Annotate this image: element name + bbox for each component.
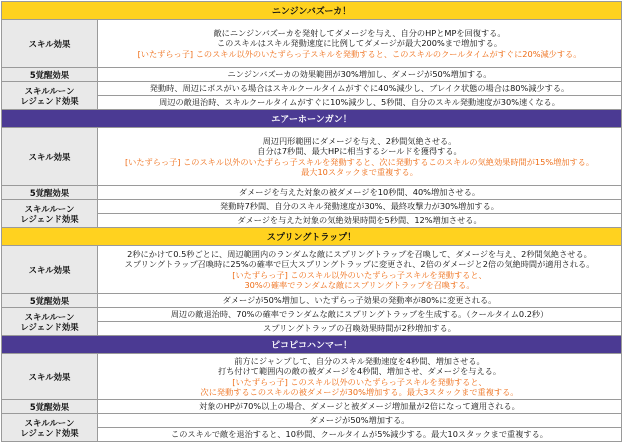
mischief-effect-line: 次に発動するこのスキルの被ダメージが30%増加する。最大3スタックまで重複する。	[200, 386, 519, 397]
skill-table	[1, 1, 622, 442]
skill-effect-line: 敵にニンジンバズーカを発射してダメージを与え、自分のHPとMPを回復する。	[213, 28, 506, 39]
section-title: ピコピコハンマー！	[2, 336, 622, 354]
skill-effect-label: スキル効果	[2, 128, 98, 186]
rune-effect-label	[2, 308, 98, 336]
awaken-effect-label: 5覚醒効果	[2, 400, 98, 414]
rune-effect-label	[2, 82, 98, 110]
skill-effect-line: 周辺円形範囲にダメージを与え、2秒間気絶させる。	[262, 135, 457, 146]
awaken-effect-row	[2, 68, 622, 82]
rune-effect-text: スプリングトラップの召喚効果時間が2秒増加する。	[98, 322, 622, 336]
mischief-effect-line: 30%の確率でランダムな敵にスプリングトラップを召喚する。	[244, 279, 475, 290]
skill-effect-label: スキル効果	[2, 20, 98, 68]
awaken-effect-text: ダメージが50%増加し、いたずらっ子効果の発動率が80%に変更される。	[98, 294, 622, 308]
rune-label-line: スキルルーン	[24, 417, 75, 428]
rune-effect-text: ダメージが50%増加する。	[98, 414, 622, 428]
skill-effect-text	[98, 128, 622, 186]
rune-effect-label	[2, 200, 98, 228]
legend-label-line: レジェンド効果	[20, 213, 79, 224]
awaken-effect-row	[2, 294, 622, 308]
rune-effect-label	[2, 414, 98, 442]
section-header-row	[2, 228, 622, 246]
awaken-effect-text: 対象のHPが70%以上の場合、ダメージと被ダメージ増加量が2倍になって適用される。	[98, 400, 622, 414]
section-title: スプリングトラップ！	[2, 228, 622, 246]
mischief-effect-line: [いたずらっ子] このスキル以外のいたずらっ子スキルを発動すると、このスキルのクールタイムがすぐに20%減少する。	[137, 48, 582, 59]
rune-effect-row	[2, 308, 622, 322]
awaken-effect-text: ダメージを与えた対象の被ダメージを10秒間、40%増加させる。	[98, 186, 622, 200]
legend-label-line: レジェンド効果	[20, 427, 79, 438]
skill-effect-line: スプリングトラップ召喚時に25%の確率で巨大スプリングトラップに変更され、2倍のダメージと2倍の気絶時間が適用される。	[124, 259, 595, 270]
rune-label-line: スキルルーン	[24, 311, 75, 322]
awaken-effect-label: 5覚醒効果	[2, 68, 98, 82]
skill-effect-text	[98, 246, 622, 294]
skill-effect-line: 自分は7秒間、最大HPに相当するシールドを獲得する。	[257, 146, 462, 157]
skill-effect-line: 打ち付けて範囲内の敵の被ダメージを4秒間、増加させ、ダメージを与える。	[218, 366, 502, 377]
awaken-effect-text: ニンジンバズーカの効果範囲が30%増加し、ダメージが50%増加する。	[98, 68, 622, 82]
rune-effect-text: 発動時7秒間、自分のスキル発動速度が30%、最終攻撃力が30%増加する。	[98, 200, 622, 214]
skill-effect-text	[98, 20, 622, 68]
rune-effect-text: 発動時、周辺にボスがいる場合はスキルクールタイムがすぐに40%減少し、ブレイク状態の場合は80%減少する。	[98, 82, 622, 96]
skill-table-container	[1, 1, 621, 442]
mischief-effect-line: [いたずらっ子] このスキル以外のいたずらっ子スキルを発動すると、次に発動するこのスキルの気絶効果時間が15%増加する。	[124, 156, 595, 167]
skill-effect-row	[2, 128, 622, 186]
mischief-effect-line: 最大10スタックまで重複する。	[301, 166, 418, 177]
section-header-row	[2, 110, 622, 128]
mischief-effect-line: [いたずらっ子] このスキル以外のいたずらっ子スキルを発動すると、	[232, 376, 487, 387]
rune-label-line: スキルルーン	[24, 85, 75, 96]
section-title: ニンジンバズーカ！	[2, 2, 622, 20]
skill-effect-line: 前方にジャンプして、自分のスキル発動速度を4秒間、増加させる。	[234, 355, 485, 366]
section-header-row	[2, 336, 622, 354]
skill-effect-label: スキル効果	[2, 246, 98, 294]
skill-effect-row	[2, 354, 622, 400]
legend-label-line: レジェンド効果	[20, 321, 79, 332]
awaken-effect-row	[2, 186, 622, 200]
section-title: エアーホーンガン！	[2, 110, 622, 128]
skill-effect-label: スキル効果	[2, 354, 98, 400]
awaken-effect-label: 5覚醒効果	[2, 186, 98, 200]
rune-effect-text: ダメージを与えた対象の気絶効果時間を5秒間、12%増加させる。	[98, 214, 622, 228]
skill-effect-line: このスキルはスキル発動速度に比例してダメージが最大200%まで増加する。	[216, 38, 503, 49]
skill-effect-line: 2秒にかけて0.5秒ごとに、周辺範囲内のランダムな敵にスプリングトラップを召喚して、ダメージを与え、2秒間気絶させる。	[127, 248, 592, 259]
awaken-effect-row	[2, 400, 622, 414]
rune-effect-row	[2, 200, 622, 214]
skill-effect-row	[2, 20, 622, 68]
skill-effect-row	[2, 246, 622, 294]
legend-label-line: レジェンド効果	[20, 95, 79, 106]
mischief-effect-line: [いたずらっ子] このスキル以外のいたずらっ子スキルを発動すると、	[232, 269, 487, 280]
rune-effect-text: 周辺の敵退治時、スキルクールタイムがすぐに10%減少し、5秒間、自分のスキル発動速度が30%速くなる。	[98, 96, 622, 110]
section-header-row	[2, 2, 622, 20]
rune-effect-text: このスキルで敵を退治すると、10秒間、クールタイムが5%減少する。最大10スタックまで重複する。	[98, 428, 622, 442]
rune-effect-text: 周辺の敵退治時、70%の確率でランダムな敵にスプリングトラップを生成する。（クールタイム0.2秒）	[98, 308, 622, 322]
awaken-effect-label: 5覚醒効果	[2, 294, 98, 308]
rune-effect-row	[2, 82, 622, 96]
rune-effect-row	[2, 414, 622, 428]
skill-table-body	[2, 2, 622, 442]
rune-label-line: スキルルーン	[24, 203, 75, 214]
skill-effect-text	[98, 354, 622, 400]
